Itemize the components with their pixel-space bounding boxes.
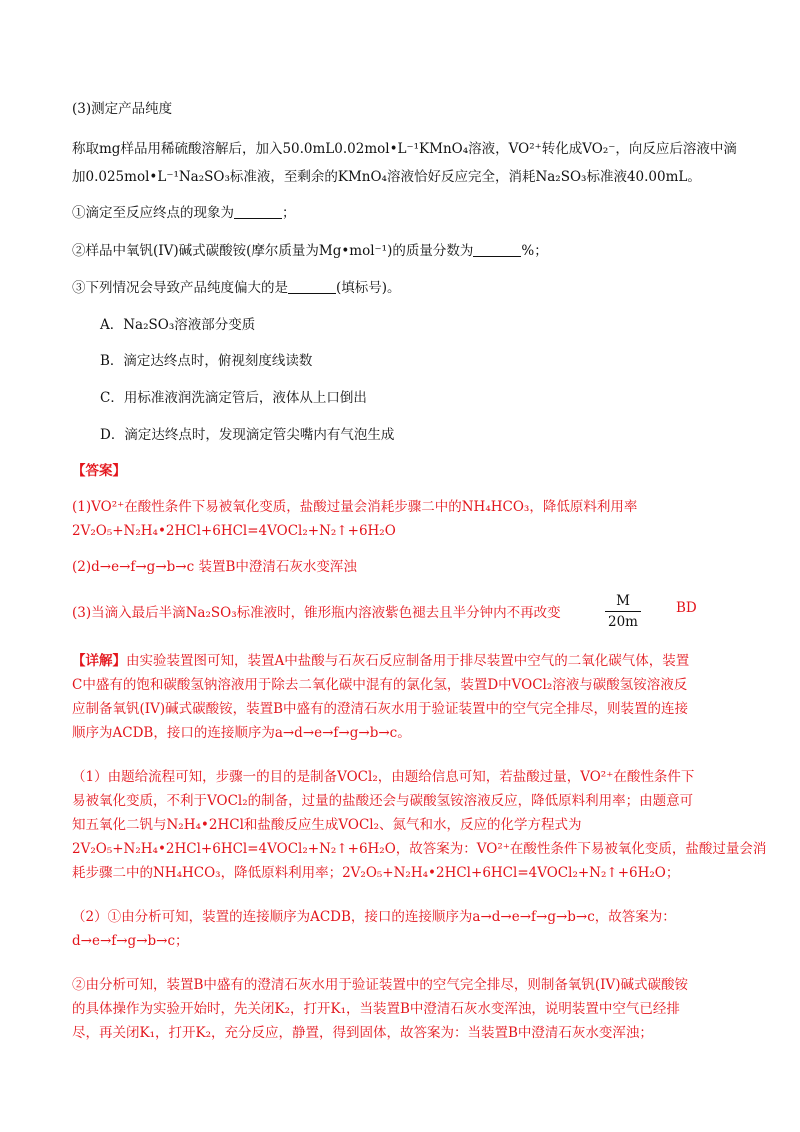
sub-question-3: [72, 275, 732, 301]
detail-para-2-line-4: 2V₂O₅+N₂H₄•2HCl+6HCl=4VOCl₂+N₂↑+6H₂O，故答案为：VO²⁺在酸性条件下易被氧化变质，盐酸过量会消: [72, 841, 767, 857]
fraction-denominator: 20m: [608, 614, 638, 630]
detail-para-2-line-3: 知五氧化二钒与N₂H₄•2HCl和盐酸反应生成VOCl₂、氮气和水，反应的化学方程式为: [72, 817, 582, 833]
sub-question-1: [72, 200, 732, 226]
option-b: B．滴定达终点时，俯视刻度线读数: [100, 353, 313, 369]
answer-line-1: (1)VO²⁺在酸性条件下易被氧化变质，盐酸过量会消耗步骤二中的NH₄HCO₃，降低原料利用率: [72, 499, 638, 515]
detail-para-2-line-2: 易被氧化变质，不利于VOCl₂的制备，过量的盐酸还会与碳酸氢铵溶液反应，降低原料利用率；由题意可: [72, 793, 694, 809]
sub-question-3-tail: (填标号)。: [336, 280, 401, 296]
sub-question-2-tail: %；: [521, 243, 548, 259]
answer-line-4: (3)当滴入最后半滴Na₂SO₃标准液时，锥形瓶内溶液紫色褪去且半分钟内不再改变: [72, 605, 561, 621]
answer-line-3: (2)d→e→f→g→b→c 装置B中澄清石灰水变浑浊: [72, 559, 357, 575]
sub-question-2: [72, 238, 732, 264]
answer-blank: [473, 242, 521, 257]
answer-blank: [234, 204, 282, 219]
detail-para-3-line-2: d→e→f→g→b→c；: [72, 933, 189, 949]
answer-choice: BD: [676, 600, 697, 616]
option-a: A．Na₂SO₃溶液部分变质: [100, 317, 256, 333]
detail-para-2-line-1: （1）由题给流程可知，步骤一的目的是制备VOCl₂，由题给信息可知，若盐酸过量，VO²⁺在酸性条件下: [72, 769, 695, 785]
fraction-numerator: M: [616, 593, 630, 609]
detail-para-1-line-3: 应制备氧钒(IV)碱式碳酸铵，装置B中盛有的澄清石灰水用于验证装置中的空气完全排尽，则装置的连接: [72, 701, 689, 717]
detail-para-4-line-1: ②由分析可知，装置B中盛有的澄清石灰水用于验证装置中的空气完全排尽，则制备氧钒(IV)碱式碳酸铵: [72, 977, 689, 993]
sub-question-3-text: ③下列情况会导致产品纯度偏大的是: [72, 280, 288, 296]
detail-label: 【详解】: [72, 653, 126, 669]
detail-para-1-line-2: C中盛有的饱和碳酸氢钠溶液用于除去二氧化碳中混有的氯化氢，装置D中VOCl₂溶液与碳酸氢铵溶液反: [72, 677, 688, 693]
detail-para-3-line-1: （2）①由分析可知，装置的连接顺序为ACDB，接口的连接顺序为a→d→e→f→g→b→c，故答案为：: [72, 909, 676, 925]
sub-question-1-text: ①滴定至反应终点的现象为: [72, 205, 234, 221]
answer-label: 【答案】: [72, 463, 126, 479]
option-d: D．滴定达终点时，发现滴定管尖嘴内有气泡生成: [100, 427, 395, 443]
detail-text: 由实验装置图可知，装置A中盐酸与石灰石反应制备用于排尽装置中空气的二氧化碳气体，装置: [126, 653, 690, 669]
answer-line-2: 2V₂O₅+N₂H₄•2HCl+6HCl=4VOCl₂+N₂↑+6H₂O: [72, 523, 396, 539]
detail-para-4-line-3: 尽，再关闭K₁，打开K₂，充分反应，静置，得到固体，故答案为：当装置B中澄清石灰水变浑浊；: [72, 1025, 653, 1041]
option-c: C．用标准液润洗滴定管后，液体从上口倒出: [100, 390, 367, 406]
answer-blank: [288, 279, 336, 294]
detail-para-1-line-1: [72, 648, 732, 674]
fraction-bar: [605, 611, 641, 612]
sub-question-1-tail: ；: [282, 205, 296, 221]
sub-question-2-text: ②样品中氧钒(IV)碱式碳酸铵(摩尔质量为Mg•mol⁻¹)的质量分数为: [72, 243, 474, 259]
detail-para-4-line-2: 的具体操作为实验开始时，先关闭K₂，打开K₁，当装置B中澄清石灰水变浑浊，说明装置中空气已经排: [72, 1001, 680, 1017]
answer-fraction: [605, 592, 641, 631]
question-stem-line-2: 加0.025mol•L⁻¹Na₂SO₃标准液，至剩余的KMnO₄溶液恰好反应完全，消耗Na₂SO₃标准液40.00mL。: [72, 169, 701, 185]
section-title: (3)测定产品纯度: [72, 101, 173, 117]
question-stem-line-1: 称取mg样品用稀硫酸溶解后，加入50.0mL0.02mol•L⁻¹KMnO₄溶液，VO²⁺转化成VO₂⁻，向反应后溶液中滴: [72, 141, 737, 157]
detail-para-1-line-4: 顺序为ACDB，接口的连接顺序为a→d→e→f→g→b→c。: [72, 725, 411, 741]
detail-para-2-line-5: 耗步骤二中的NH₄HCO₃，降低原料利用率；2V₂O₅+N₂H₄•2HCl+6HCl=4VOCl₂+N₂↑+6H₂O；: [72, 865, 680, 881]
